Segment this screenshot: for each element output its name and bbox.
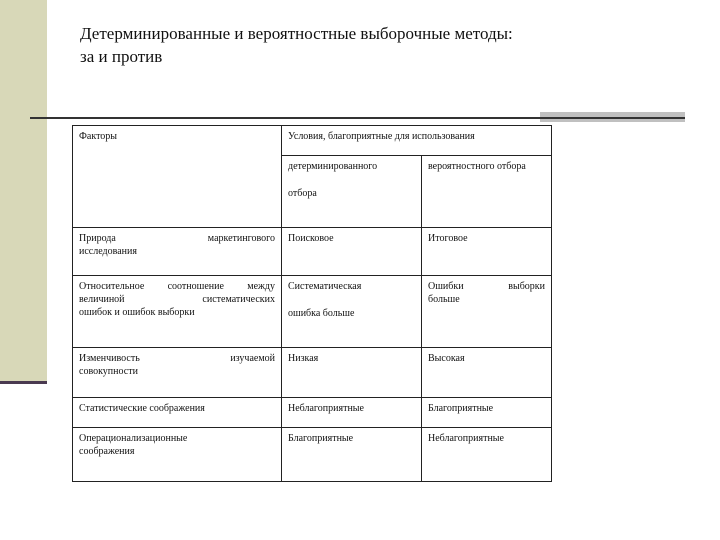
header-factors: Факторы (73, 126, 282, 228)
header-probabilistic: вероятностного отбора (422, 156, 552, 228)
left-accent-line (0, 381, 47, 384)
left-accent-bar (0, 0, 47, 382)
probabilistic-cell: Благоприятные (422, 398, 552, 428)
probabilistic-cell: Высокая (422, 348, 552, 398)
table-row (73, 348, 552, 398)
table-row (73, 228, 552, 276)
slide-title: Детерминированные и вероятностные выборочные методы: за и против (80, 24, 513, 66)
comparison-table (72, 125, 552, 482)
probabilistic-cell: Итоговое (422, 228, 552, 276)
deterministic-cell: Неблагоприятные (282, 398, 422, 428)
header-row (73, 126, 552, 156)
table-row (73, 428, 552, 482)
table-row (73, 398, 552, 428)
factor-cell: Относительное соотношение между величиной систематических ошибок и ошибок выборки (73, 276, 282, 348)
header-deterministic: детерминированного отбора (282, 156, 422, 228)
deterministic-cell: Систематическая ошибка больше (282, 276, 422, 348)
deterministic-cell: Низкая (282, 348, 422, 398)
probabilistic-cell: Ошибки выборки больше (422, 276, 552, 348)
factor-cell: Операционализационные соображения (73, 428, 282, 482)
title-rule-right (540, 117, 685, 119)
factor-cell: Изменчивость изучаемой совокупности (73, 348, 282, 398)
title-rule (30, 117, 570, 119)
header-conditions: Условия, благоприятные для использования (282, 126, 552, 156)
table-row (73, 276, 552, 348)
factor-cell: Статистические соображения (73, 398, 282, 428)
probabilistic-cell: Неблагоприятные (422, 428, 552, 482)
deterministic-cell: Благоприятные (282, 428, 422, 482)
deterministic-cell: Поисковое (282, 228, 422, 276)
factor-cell: Природа маркетингового исследования (73, 228, 282, 276)
